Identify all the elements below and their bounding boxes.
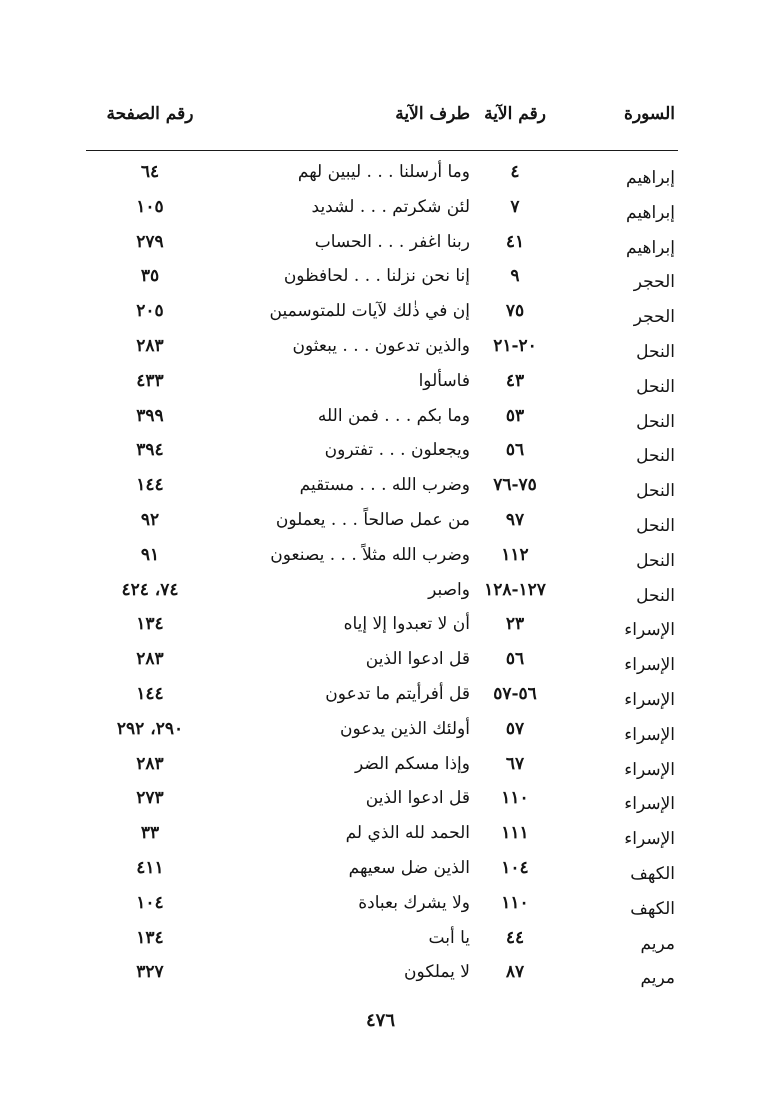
- surah-cell: النحل: [636, 341, 675, 362]
- table-row: [85, 750, 675, 785]
- ayah-number-cell: ٤٤: [505, 927, 525, 948]
- ayah-number-cell: ١١٠: [501, 892, 529, 913]
- header-divider: [86, 150, 678, 151]
- header-ayah-start: طرف الآية: [395, 104, 470, 124]
- surah-cell: الحجر: [633, 307, 675, 328]
- ayah-text-cell: فاسألوا: [418, 370, 470, 391]
- table-row: [85, 576, 675, 611]
- ayah-text-cell: الذين ضل سعيهم: [348, 857, 470, 878]
- page-number-cell: ٣٩٩: [136, 405, 164, 426]
- ayah-text-cell: لئن شكرتم . . . لشديد: [311, 196, 470, 217]
- page-number-cell: ٩٢: [140, 509, 160, 530]
- surah-cell: الإسراء: [624, 689, 675, 710]
- surah-cell: النحل: [636, 481, 675, 502]
- table-row: [85, 645, 675, 680]
- table-row: [85, 332, 675, 367]
- page-number-cell: ٢٠٥: [136, 301, 164, 322]
- surah-cell: مريم: [640, 933, 675, 954]
- page-number-cell: ٩١: [140, 544, 160, 565]
- header-page-number: رقم الصفحة: [106, 104, 194, 124]
- page-number-cell: ١٣٤: [136, 927, 164, 948]
- surah-cell: إبراهيم: [626, 168, 675, 188]
- ayah-text-cell: لا يملكون: [404, 962, 470, 983]
- page-number-cell: ٤٣٣: [136, 370, 164, 391]
- table-row: [85, 680, 675, 715]
- ayah-number-cell: ٧: [510, 196, 520, 217]
- table-row: [85, 924, 675, 959]
- ayah-number-cell: ٤٣: [505, 370, 525, 391]
- surah-cell: النحل: [636, 585, 675, 606]
- table-row: [85, 506, 675, 541]
- ayah-text-cell: وما أرسلنا . . . ليبين لهم: [297, 162, 470, 182]
- page-number-cell: ٣٩٤: [136, 440, 164, 461]
- ayah-text-cell: وما بكم . . . فمن الله: [317, 405, 470, 426]
- table-row: [85, 958, 675, 993]
- ayah-text-cell: قل أفرأيتم ما تدعون: [325, 683, 470, 704]
- surah-cell: الإسراء: [624, 620, 675, 641]
- page-number-cell: ٢٩٠، ٢٩٢: [116, 718, 184, 739]
- surah-cell: النحل: [636, 550, 675, 571]
- ayah-text-cell: قل ادعوا الذين: [365, 649, 470, 670]
- ayah-text-cell: إن في ذٰلك لآيات للمتوسمين: [269, 301, 470, 322]
- surah-cell: النحل: [636, 515, 675, 536]
- ayah-number-cell: ٩٧: [505, 509, 525, 530]
- table-row: [85, 541, 675, 576]
- table-row: [85, 158, 675, 193]
- page-number-cell: ٣٥: [140, 266, 160, 287]
- header-surah: السورة: [624, 104, 675, 124]
- ayah-text-cell: والذين تدعون . . . يبعثون: [292, 335, 470, 356]
- index-table: [85, 158, 675, 993]
- surah-cell: إبراهيم: [626, 237, 675, 258]
- ayah-number-cell: ٥٣: [505, 405, 525, 426]
- ayah-number-cell: ٥٧: [505, 718, 525, 739]
- table-row: [85, 889, 675, 924]
- ayah-number-cell: ٥٦: [505, 649, 525, 670]
- table-row: [85, 262, 675, 297]
- table-row: [85, 367, 675, 402]
- table-row: [85, 228, 675, 263]
- ayah-text-cell: إنا نحن نزلنا . . . لحافظون: [283, 266, 470, 287]
- ayah-number-cell: ٥٦: [505, 440, 525, 461]
- ayah-text-cell: من عمل صالحاً . . . يعملون: [275, 509, 470, 530]
- ayah-number-cell: ٤١: [505, 231, 525, 252]
- table-row: [85, 819, 675, 854]
- ayah-number-cell: ٦٧: [505, 753, 525, 774]
- ayah-number-cell: ٥٦-٥٧: [493, 683, 537, 704]
- table-row: [85, 715, 675, 750]
- ayah-number-cell: ٨٧: [505, 962, 525, 983]
- surah-cell: الإسراء: [624, 759, 675, 780]
- page-number-cell: ١٠٥: [136, 196, 164, 217]
- page-number-cell: ١٤٤: [136, 683, 164, 704]
- ayah-text-cell: أولئك الذين يدعون: [340, 718, 470, 739]
- ayah-text-cell: ويجعلون . . . تفترون: [324, 440, 470, 461]
- table-row: [85, 471, 675, 506]
- surah-cell: مريم: [640, 968, 675, 989]
- table-row: [85, 610, 675, 645]
- page-number-cell: ٢٧٩: [136, 231, 164, 252]
- ayah-number-cell: ١١٢: [501, 544, 529, 565]
- surah-cell: الكهف: [630, 863, 675, 884]
- surah-cell: النحل: [636, 411, 675, 432]
- page-number-cell: ٢٨٣: [136, 753, 164, 774]
- ayah-number-cell: ٢٠-٢١: [493, 335, 537, 356]
- ayah-number-cell: ٧٥-٧٦: [493, 475, 537, 496]
- table-row: [85, 297, 675, 332]
- ayah-text-cell: قل ادعوا الذين: [365, 788, 470, 809]
- table-row: [85, 436, 675, 471]
- ayah-text-cell: يا أبت: [428, 927, 470, 948]
- surah-cell: الإسراء: [624, 655, 675, 676]
- ayah-text-cell: ربنا اغفر . . . الحساب: [314, 231, 470, 252]
- page-number-cell: ٧٤، ٤٢٤: [121, 579, 179, 600]
- table-row: [85, 784, 675, 819]
- ayah-number-cell: ٧٥: [505, 301, 525, 322]
- table-row: [85, 402, 675, 437]
- ayah-text-cell: أن لا تعبدوا إلا إياه: [343, 614, 470, 635]
- page-number-cell: ٣٣: [140, 823, 160, 844]
- ayah-text-cell: وإذا مسكم الضر: [354, 753, 470, 774]
- surah-cell: النحل: [636, 446, 675, 467]
- table-row: [85, 193, 675, 228]
- ayah-number-cell: ١٢٧-١٢٨: [484, 579, 546, 600]
- ayah-number-cell: ١١١: [501, 823, 529, 844]
- page-number-cell: ١٤٤: [136, 475, 164, 496]
- surah-cell: إبراهيم: [626, 202, 675, 223]
- page-number-cell: ١٠٤: [136, 892, 164, 913]
- ayah-text-cell: وضرب الله . . . مستقيم: [299, 475, 470, 496]
- page-number-cell: ٤١١: [136, 857, 164, 878]
- ayah-text-cell: الحمد لله الذي لم: [345, 823, 470, 844]
- surah-cell: الحجر: [633, 272, 675, 293]
- page-number-cell: ٢٧٣: [136, 788, 164, 809]
- page-number-cell: ١٣٤: [136, 614, 164, 635]
- ayah-number-cell: ٩: [510, 266, 520, 287]
- table-header: [85, 100, 675, 134]
- page-number-cell: ٢٨٣: [136, 649, 164, 670]
- page-number-cell: ٣٢٧: [136, 962, 164, 983]
- ayah-number-cell: ٤: [510, 162, 520, 182]
- ayah-text-cell: واصبر: [428, 579, 470, 600]
- page-number-cell: ٢٨٣: [136, 335, 164, 356]
- page-number-cell: ٦٤: [140, 162, 160, 182]
- header-ayah-number: رقم الآية: [484, 104, 546, 124]
- ayah-number-cell: ١١٠: [501, 788, 529, 809]
- surah-cell: الإسراء: [624, 794, 675, 815]
- ayah-number-cell: ٢٣: [505, 614, 525, 635]
- table-row: [85, 854, 675, 889]
- ayah-text-cell: ولا يشرك بعبادة: [358, 892, 470, 913]
- ayah-text-cell: وضرب الله مثلاً . . . يصنعون: [270, 544, 470, 565]
- surah-cell: الإسراء: [624, 829, 675, 850]
- surah-cell: الإسراء: [624, 724, 675, 745]
- page-footer-number: ٤٧٦: [365, 1010, 395, 1031]
- ayah-number-cell: ١٠٤: [501, 857, 529, 878]
- surah-cell: الكهف: [630, 898, 675, 919]
- surah-cell: النحل: [636, 376, 675, 397]
